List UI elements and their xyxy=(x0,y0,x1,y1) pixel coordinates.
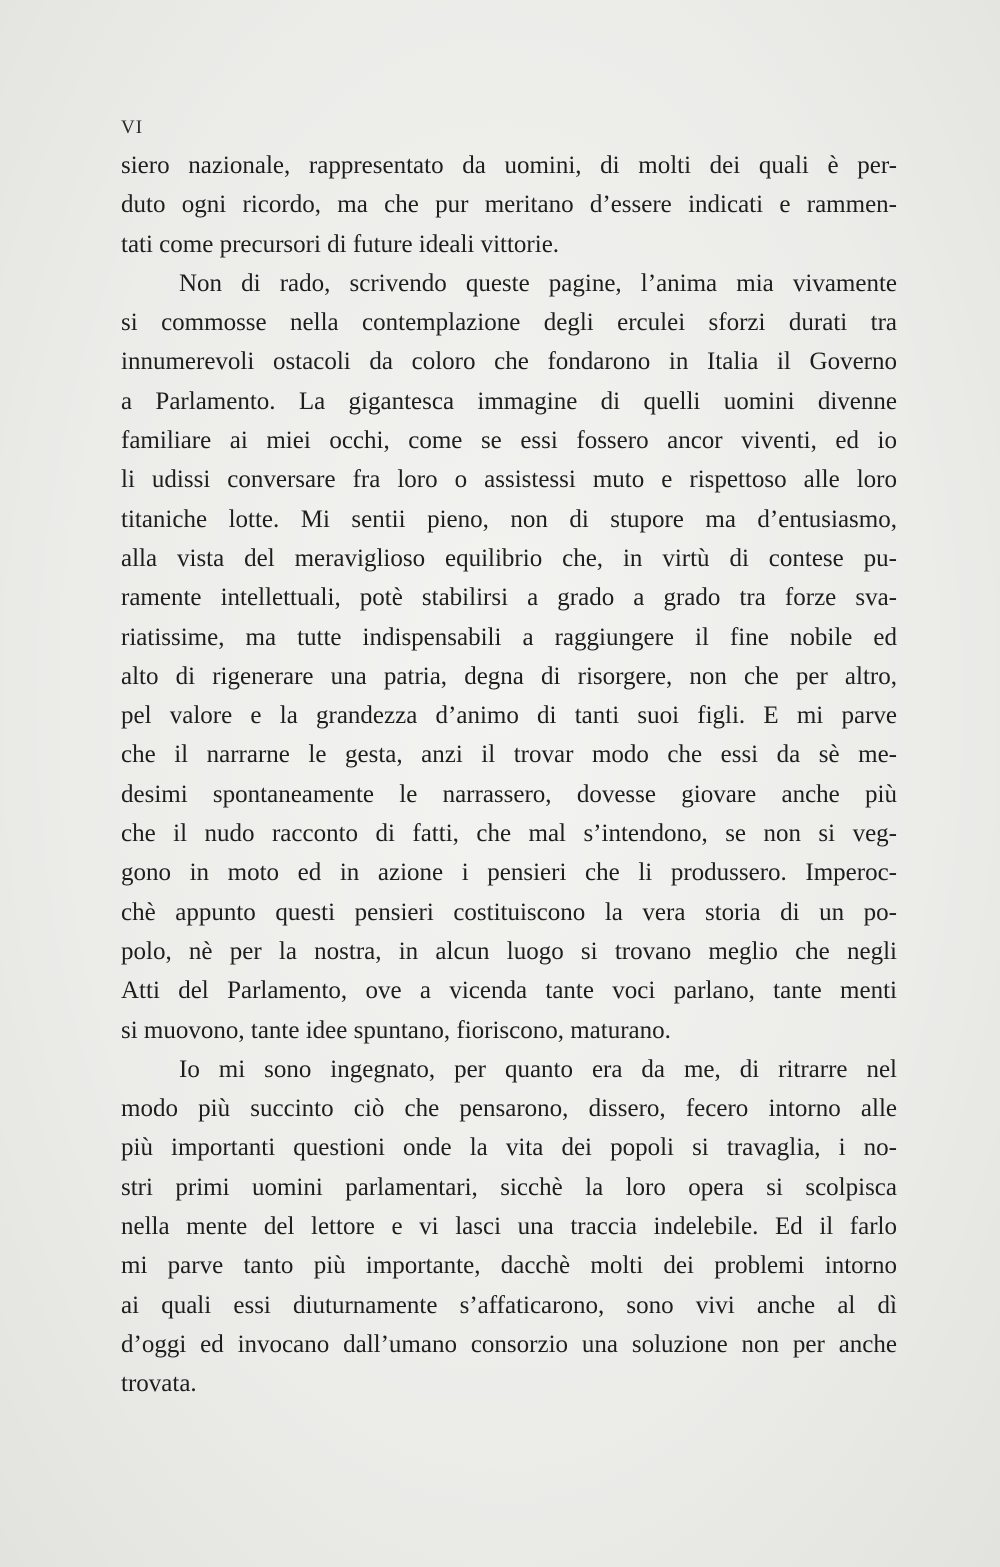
text-line: più importanti questioni onde la vita dei popoli si travaglia, i no- xyxy=(121,1134,897,1162)
text-line: che il narrarne le gesta, anzi il trovar modo che essi da sè me- xyxy=(121,741,897,769)
text-line: che il nudo racconto di fatti, che mal s’intendono, se non si veg- xyxy=(121,820,897,848)
text-line: stri primi uomini parlamentari, sicchè la loro opera si scolpisca xyxy=(121,1173,897,1201)
text-line: d’oggi ed invocano dall’umano consorzio una soluzione non per anche xyxy=(121,1330,897,1358)
text-line: gono in moto ed in azione i pensieri che li produssero. Imperoc- xyxy=(121,859,897,887)
text-line: nella mente del lettore e vi lasci una traccia indelebile. Ed il farlo xyxy=(121,1213,897,1241)
text-line: alto di rigenerare una patria, degna di risorgere, non che per altro, xyxy=(121,662,897,690)
text-line: mi parve tanto più importante, dacchè molti dei problemi intorno xyxy=(121,1252,897,1280)
text-line: Atti del Parlamento, ove a vicenda tante voci parlano, tante menti xyxy=(121,977,897,1005)
text-line: polo, nè per la nostra, in alcun luogo si trovano meglio che negli xyxy=(121,937,897,965)
text-line: tati come precursori di future ideali vittorie. xyxy=(121,230,560,258)
page-number: VI xyxy=(121,117,144,138)
text-line: li udissi conversare fra loro o assistessi muto e rispettoso alle loro xyxy=(121,466,897,494)
text-line: titaniche lotte. Mi sentii pieno, non di stupore ma d’entusiasmo, xyxy=(121,505,897,533)
text-line: chè appunto questi pensieri costituiscono la vera storia di un po- xyxy=(121,898,897,926)
text-line: Non di rado, scrivendo queste pagine, l’anima mia vivamente xyxy=(179,269,897,297)
text-line: trovata. xyxy=(121,1370,197,1398)
text-line: ai quali essi diuturnamente s’affaticarono, sono vivi anche al dì xyxy=(121,1291,897,1319)
text-line: Io mi sono ingegnato, per quanto era da me, di ritrarre nel xyxy=(179,1055,897,1083)
text-line: alla vista del meraviglioso equilibrio che, in virtù di contese pu- xyxy=(121,544,897,572)
text-line: ramente intellettuali, potè stabilirsi a grado a grado tra forze sva- xyxy=(121,584,897,612)
text-line: familiare ai miei occhi, come se essi fossero ancor viventi, ed io xyxy=(121,427,897,455)
text-line: si commosse nella contemplazione degli erculei sforzi durati tra xyxy=(121,309,897,337)
text-line: pel valore e la grandezza d’animo di tanti suoi figli. E mi parve xyxy=(121,702,897,730)
text-line: innumerevoli ostacoli da coloro che fondarono in Italia il Governo xyxy=(121,348,897,376)
text-line: desimi spontaneamente le narrassero, dovesse giovare anche più xyxy=(121,780,897,808)
text-line: modo più succinto ciò che pensarono, dissero, fecero intorno alle xyxy=(121,1095,897,1123)
paragraph xyxy=(121,146,897,264)
body-text xyxy=(121,146,897,1404)
paragraph xyxy=(121,1050,897,1404)
text-line: duto ogni ricordo, ma che pur meritano d’essere indicati e rammen- xyxy=(121,191,897,219)
text-line: siero nazionale, rappresentato da uomini, di molti dei quali è per- xyxy=(121,152,897,179)
text-line: riatissime, ma tutte indispensabili a raggiungere il fine nobile ed xyxy=(121,623,897,651)
text-line: a Parlamento. La gigantesca immagine di quelli uomini divenne xyxy=(121,387,897,415)
paragraph xyxy=(121,264,897,1050)
text-line: si muovono, tante idee spuntano, fioriscono, maturano. xyxy=(121,1016,671,1044)
